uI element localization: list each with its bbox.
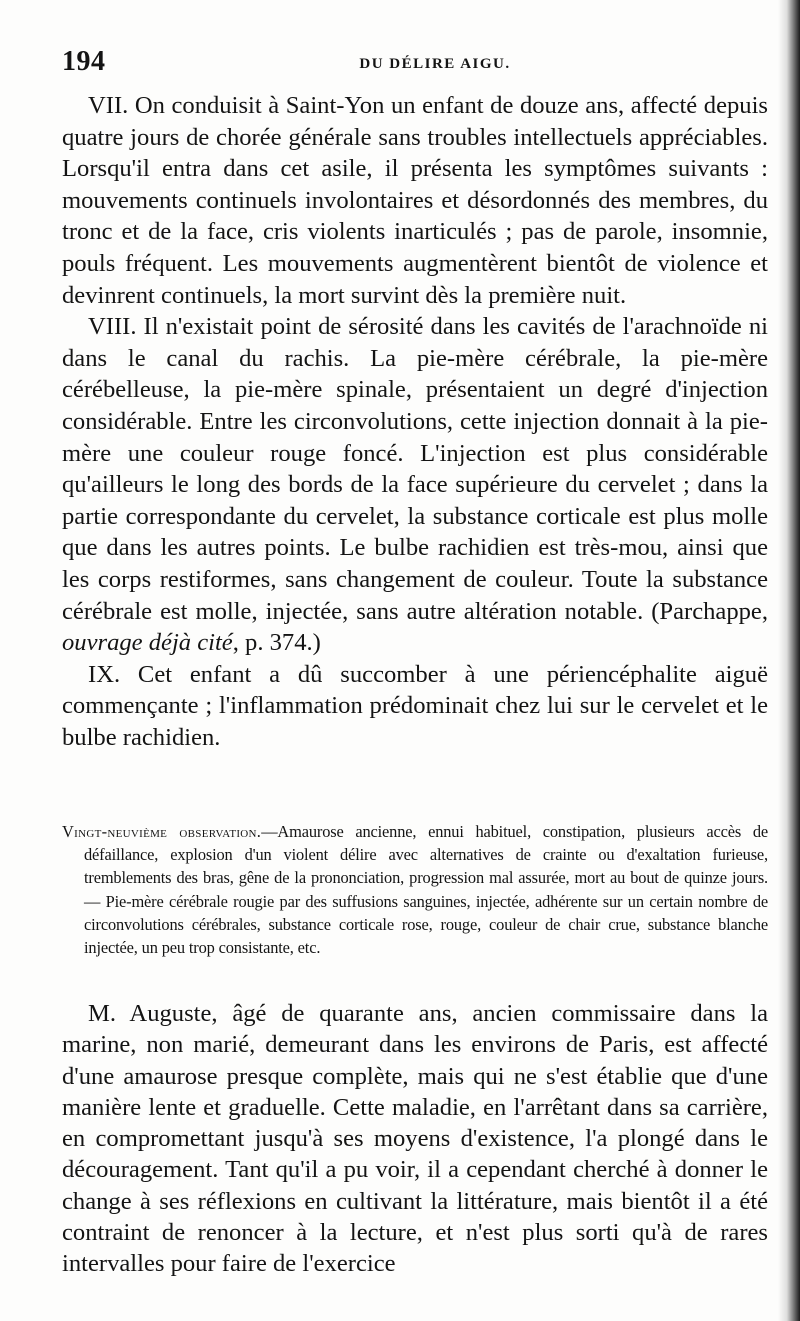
page-edge-shadow <box>778 0 800 1321</box>
running-title: DU DÉLIRE AIGU. <box>359 56 511 72</box>
paragraph-viii <box>62 311 768 659</box>
observation-title: Vingt-neuvième observation. <box>62 822 262 841</box>
citation: ouvrage déjà cité <box>62 629 233 657</box>
page-number: 194 <box>62 46 106 77</box>
citation-page: , p. 374.) <box>232 629 321 657</box>
main-text <box>62 90 768 753</box>
page-header <box>62 46 768 86</box>
paragraph-vii: VII. On conduisit à Saint-Yon un enfant de douze ans, affecté depuis quatre jours de chorée générale sans troubles intellectuels appréciables. Lorsqu'il entra dans cet asile, il présenta les symptômes suivants : mouvements continuels involontaires et désordonnés des membres, du tronc et de la face, cris violents inarticulés ; pas de parole, insomnie, pouls fréquent. Les mouvements augmentèrent bientôt de violence et devinrent continuels, la mort survint dès la première nuit. <box>62 92 768 309</box>
observation-paragraph <box>62 820 768 959</box>
paragraph-viii-text: VIII. Il n'existait point de sérosité dans les cavités de l'arachnoïde ni dans le canal du rachis. La pie-mère cérébrale, la pie-mère cérébelleuse, la pie-mère spinale, présentaient un degré d'injection considérable. Entre les circonvolutions, cette injection donnait à la pie-mère une couleur rouge foncé. L'injection est plus considérable qu'ailleurs le long des bords de la face supérieure du cervelet ; dans la partie correspondante du cervelet, la substance corticale est plus molle que dans les autres points. Le bulbe rachidien est très-mou, ainsi que les corps restiformes, sans changement de couleur. Toute la substance cérébrale est molle, injectée, sans autre altération notable. (Parchappe, <box>62 313 768 625</box>
case-paragraph: M. Auguste, âgé de quarante ans, ancien commissaire dans la marine, non marié, demeurant dans les environs de Paris, est affecté d'une amaurose presque complète, mais qui ne s'est établie que d'une manière lente et graduelle. Cette maladie, en l'arrêtant dans sa carrière, en compromettant jusqu'à ses moyens d'existence, l'a plongé dans le découragement. Tant qu'il a pu voir, il a cependant cherché à donner le change à ses réflexions en cultivant la littérature, mais bientôt il a été contraint de renoncer à la lecture, et n'est plus sorti qu'à de rares intervalles pour faire de l'exercice <box>62 1000 768 1278</box>
observation-text: —Amaurose ancienne, ennui habituel, constipation, plusieurs accès de défaillance, explosion d'un violent délire avec alternatives de crainte ou d'exaltation furieuse, tremblements des bras, gêne de la prononciation, progression mal assurée, mort au bout de quinze jours. — Pie-mère cérébrale rougie par des suffusions sanguines, injectée, adhérente sur un certain nombre de circonvolutions cérébrales, substance corticale rose, rouge, couleur de chair crue, substance blanche injectée, un peu trop consistante, etc. <box>84 822 768 958</box>
paragraph-ix: IX. Cet enfant a dû succomber à une périencéphalite aiguë commençante ; l'inflammation prédominait chez lui sur le cervelet et le bulbe rachidien. <box>62 660 768 751</box>
observation-summary <box>62 820 768 959</box>
case-text <box>62 998 768 1280</box>
